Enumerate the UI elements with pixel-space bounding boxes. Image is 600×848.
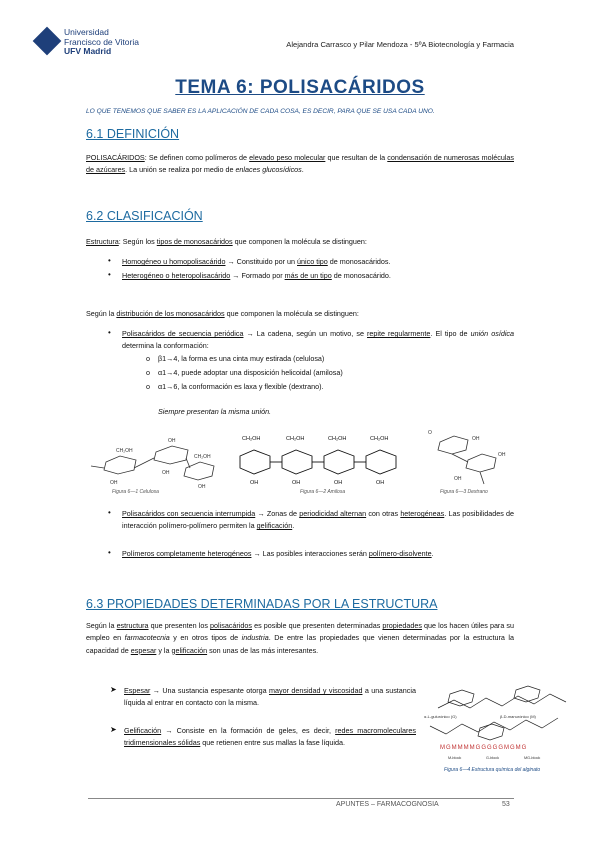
ring-shape <box>104 456 136 474</box>
svg-text:OH: OH <box>454 476 462 482</box>
section-heading-propiedades: 6.3 PROPIEDADES DETERMINADAS POR LA ESTRUCTURA <box>86 597 438 611</box>
ring-shape <box>514 686 540 702</box>
svg-text:OH: OH <box>168 438 176 444</box>
svg-text:OH: OH <box>162 470 170 476</box>
logo-mark-icon <box>33 27 62 56</box>
figure-celulosa <box>86 428 226 490</box>
sub-bullet-icon: o <box>146 354 150 363</box>
section-heading-definicion: 6.1 DEFINICIÓN <box>86 127 180 141</box>
figure-caption-dextrano: Figura 6—3 Dextrano <box>440 489 488 495</box>
svg-text:OH: OH <box>376 480 385 486</box>
arrow-bullet-icon: ➤ <box>110 685 117 694</box>
figure-caption-alginato: Figura 6—4 Estructura química del alginato <box>444 767 541 773</box>
figure-caption-celulosa: Figura 6—1 Celulosa <box>112 489 159 495</box>
logo-line-2: Francisco de Vitoria <box>64 36 139 47</box>
alginate-block-g: G-block <box>486 756 500 760</box>
ring-shape <box>154 446 188 464</box>
ring-shape <box>240 450 270 474</box>
bullet-icon: • <box>108 270 111 279</box>
list-item-homogeneo: Homogéneo u homopolisacárido → Constituido por un único tipo de monosacáridos. <box>122 257 391 266</box>
svg-text:OH: OH <box>472 436 480 442</box>
svg-text:CH₂OH: CH₂OH <box>242 436 261 442</box>
bullet-icon: • <box>108 548 111 557</box>
list-item-gelificacion: Gelificación → Consiste en la formación de geles, es decir, redes macromoleculares tridimensionales sólidas que retienen entre sus mallas la fase líquida. <box>124 726 416 748</box>
logo-line-3: UFV Madrid <box>64 46 112 56</box>
ring-shape <box>438 436 468 454</box>
figure-caption-amilosa: Figura 6—2 Amilosa <box>300 489 346 495</box>
intro-note: LO QUE TENEMOS QUE SABER ES LA APLICACIÓN DE CADA COSA, ES DECIR, PARA QUE SE USA CADA UNO. <box>86 108 435 115</box>
alginate-block-m: M-block <box>448 756 462 760</box>
ring-shape <box>366 450 396 474</box>
alginate-block-mg: MG-block <box>524 756 541 760</box>
alginate-sequence: MGMMMMGGGGGMGMG <box>440 745 528 751</box>
bullet-icon: • <box>108 256 111 265</box>
term-polisacaridos: POLISACÁRIDOS <box>86 153 145 162</box>
siempre-note: Siempre presentan la misma unión. <box>158 407 272 416</box>
arrow-bullet-icon: ➤ <box>110 725 117 734</box>
list-item-secuencia-periodica: Polisacáridos de secuencia periódica → La cadena, según un motivo, se repite regularmente. El tipo de unión osídica determina la conformación: <box>122 329 515 351</box>
svg-text:CH₂OH: CH₂OH <box>328 436 347 442</box>
sub-bullet-icon: o <box>146 368 150 377</box>
bullet-icon: • <box>108 508 111 517</box>
svg-text:CH₂OH: CH₂OH <box>116 448 133 454</box>
list-item-heterogeneo: Heterogéneo o heteropolisacárido → Formado por más de un tipo de monosacárido. <box>122 271 391 280</box>
svg-text:CH₂OH: CH₂OH <box>286 436 305 442</box>
sub-item-alfa16: α1→6, la conformación es laxa y flexible (dextrano). <box>158 382 324 391</box>
footer-page-number: 53 <box>502 801 510 808</box>
definition-paragraph: POLISACÁRIDOS: Se definen como polímeros de elevado peso molecular que resultan de la condensación de numerosas moléculas de azúcares. La unión se realiza por medio de enlaces glucosídicos. <box>86 153 514 175</box>
svg-text:OH: OH <box>498 452 506 458</box>
section-heading-clasificacion: 6.2 CLASIFICACIÓN <box>86 209 203 223</box>
list-item-espesar: Espesar → Una sustancia espesante otorga mayor densidad y viscosidad a una sustancia líquida al entrar en contacto con la misma. <box>124 686 416 708</box>
svg-text:OH: OH <box>198 484 206 490</box>
sub-bullet-icon: o <box>146 382 150 391</box>
svg-text:OH: OH <box>250 480 259 486</box>
ring-shape <box>324 450 354 474</box>
ring-shape <box>466 454 496 472</box>
footer-divider <box>88 798 514 799</box>
ring-shape <box>282 450 312 474</box>
alginate-label-g: α-L-gulurónico (G) <box>424 714 457 719</box>
logo-text <box>64 28 139 57</box>
sub-item-alfa14: α1→4, puede adoptar una disposición helicoidal (amilosa) <box>158 368 343 377</box>
university-logo <box>34 28 144 58</box>
figure-amilosa <box>234 430 414 488</box>
header-authors: Alejandra Carrasco y Pilar Mendoza - 5ºA Biotecnología y Farmacia <box>286 40 514 49</box>
alginate-label-m: β-D-manurónico (M) <box>500 714 536 719</box>
distribucion-paragraph: Según la distribución de los monosacáridos que componen la molécula se distinguen: <box>86 309 359 318</box>
list-item-heterogeneos: Polímeros completamente heterogéneos → Las posibles interacciones serán polímero-disolvente. <box>122 549 434 558</box>
logo-line-1: Universidad <box>64 27 109 37</box>
svg-text:OH: OH <box>110 480 118 486</box>
svg-text:CH₂OH: CH₂OH <box>194 454 211 460</box>
svg-text:O: O <box>428 430 432 436</box>
estructura-paragraph: Estructura: Según los tipos de monosacáridos que componen la molécula se distinguen: <box>86 237 367 246</box>
figure-alginato <box>420 680 580 764</box>
sub-item-beta14: β1→4, la forma es una cinta muy estirada (celulosa) <box>158 354 325 363</box>
ring-shape <box>478 724 504 740</box>
propiedades-paragraph: Según la estructura que presenten los polisacáridos es posible que presenten determinadas propiedades que los hacen útiles para su empleo en farmacotecnia y en otros tipos de industria. De entre las propiedades que vienen determinadas por la estructura la capacidad de espesar y la gelificación son unas de las más interesantes. <box>86 621 515 655</box>
list-item-secuencia-interrumpida: Polisacáridos con secuencia interrumpida → Zonas de periodicidad alternan con otras heterogéneas. Las posibilidades de interacción polímero-polímero permiten la gelificación. <box>122 509 515 531</box>
footer-course: APUNTES – FARMACOGNOSIA <box>336 801 439 808</box>
svg-text:OH: OH <box>334 480 343 486</box>
bullet-icon: • <box>108 328 111 337</box>
svg-text:OH: OH <box>292 480 301 486</box>
figure-dextrano <box>424 428 516 490</box>
page-title: TEMA 6: POLISACÁRIDOS <box>175 77 425 98</box>
svg-text:CH₂OH: CH₂OH <box>370 436 389 442</box>
